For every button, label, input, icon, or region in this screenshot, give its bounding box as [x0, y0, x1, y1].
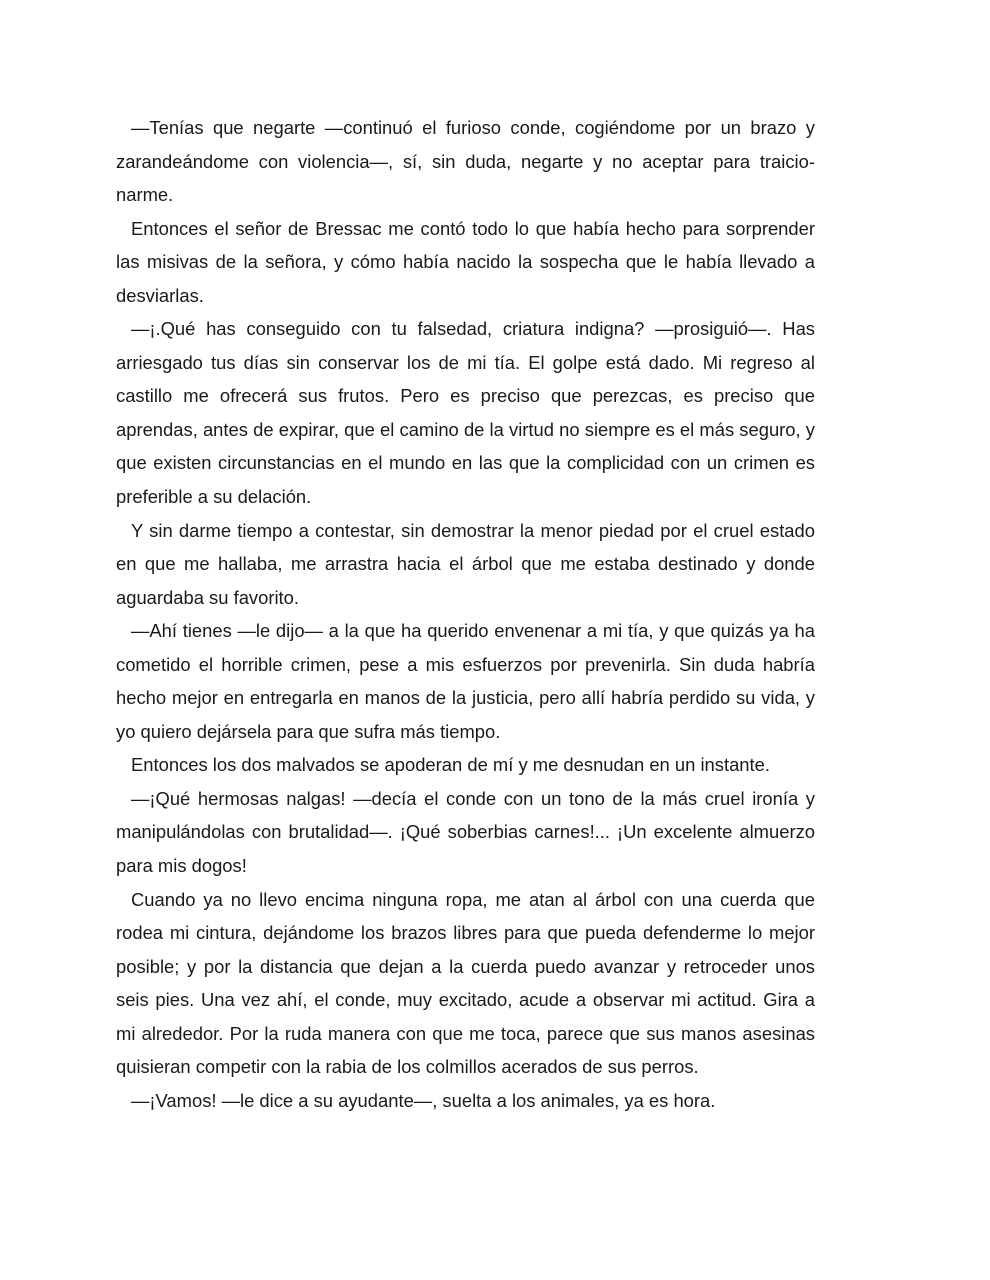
paragraph: —¡.Qué has conseguido con tu falsedad, criatura indigna? —prosiguió—. Has arriesgado tus días sin conservar los de mi tía. El golpe está dado. Mi regreso al castillo me ofrecerá sus frutos. Pero es preciso que perezcas, es preciso que aprendas, antes de expirar, que el camino de la virtud no siempre es el más seguro, y que existen circunstancias en el mundo en las que la complicidad con un crimen es preferible a su delación.: [116, 318, 815, 508]
paragraph: Y sin darme tiempo a contestar, sin demostrar la menor piedad por el cruel estado en que me hallaba, me arrastra hacia el árbol que me estaba destinado y donde aguardaba su favorito.: [116, 519, 815, 608]
paragraph: —Tenías que negarte —continuó el furioso conde, cogiéndome por un brazo y zarandeándome con violencia—, sí, sin duda, negarte y no aceptar para traicionarme.: [116, 117, 815, 206]
paragraph: —¡Qué hermosas nalgas! —decía el conde con un tono de la más cruel ironía y manipulándolas con brutalidad—. ¡Qué soberbias carnes!... ¡Un excelente almuerzo para mis dogos!: [116, 787, 815, 877]
paragraph: —¡Vamos! —le dice a su ayudante—, suelta a los animales, ya es hora.: [131, 1089, 716, 1111]
paragraph: —Ahí tienes —le dijo— a la que ha querido envenenar a mi tía, y que quizás ya ha cometido el horrible crimen, pese a mis esfuerzos por prevenirla. Sin duda habría hecho mejor en entregarla en manos de la justicia, pero allí habría perdido su vida, y yo quiero dejársela para que sufra más tiempo.: [116, 620, 815, 742]
paragraph: Cuando ya no llevo encima ninguna ropa, me atan al árbol con una cuerda que rodea mi cintura, dejándome los brazos libres para que pueda defenderme lo mejor posible; y por la distancia que dejan a la cuerda puedo avanzar y retroceder unos seis pies. Una vez ahí, el conde, muy excitado, acude a observar mi actitud. Gira a mi alrededor. Por la ruda manera con que me toca, parece que sus manos asesinas quisieran competir con la rabia de los colmillos acerados de sus perros.: [116, 888, 815, 1078]
paragraph: Entonces el señor de Bressac me contó todo lo que había hecho para sorprender las misivas de la señora, y cómo había nacido la sospecha que le había llevado a desviarlas.: [116, 217, 815, 306]
paragraph: Entonces los dos malvados se apoderan de mí y me desnudan en un instante.: [131, 754, 770, 776]
document-page: [116, 111, 815, 1117]
